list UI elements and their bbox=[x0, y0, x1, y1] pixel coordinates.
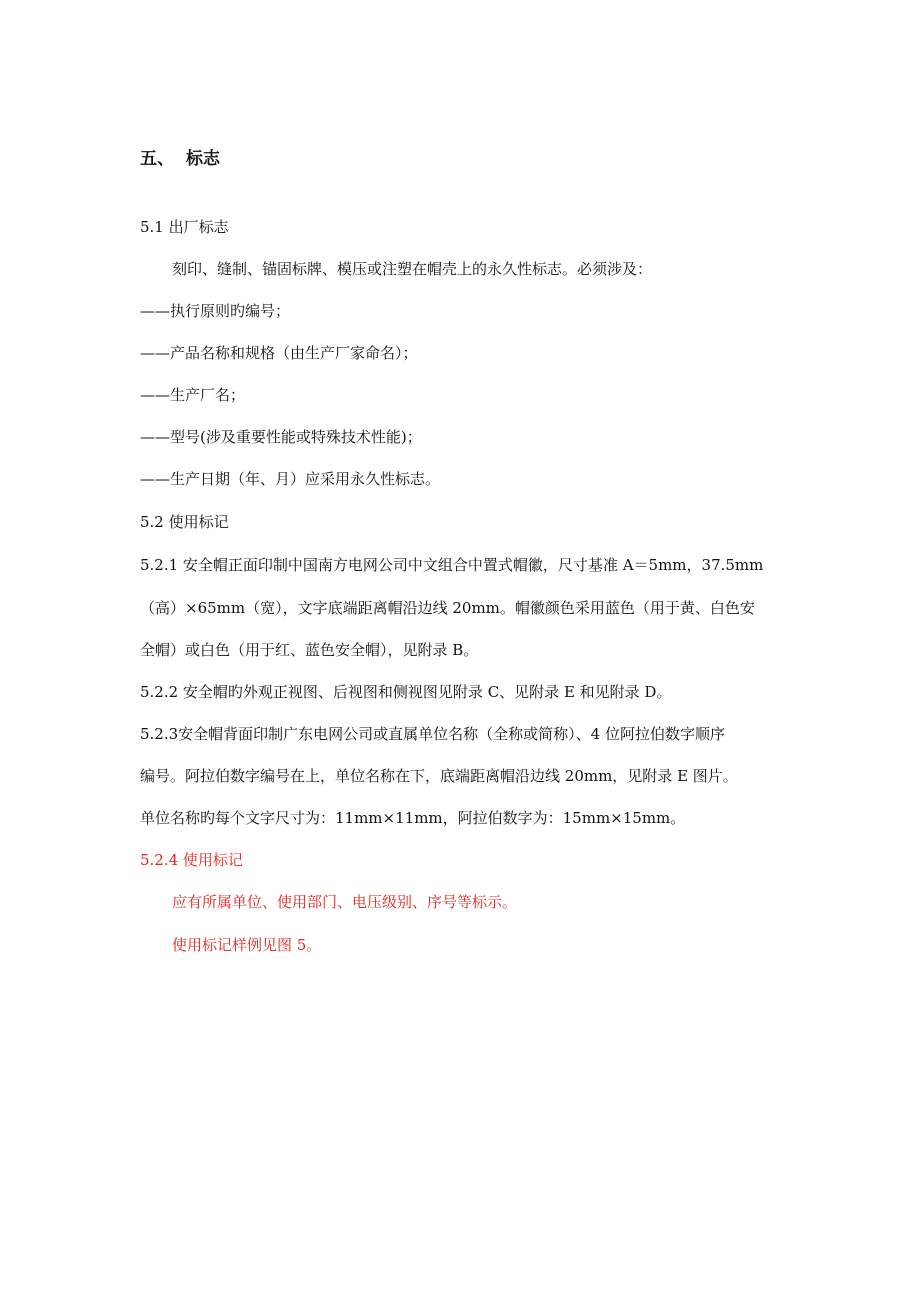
paragraph-5-2-1-line: 5.2.1 安全帽正面印制中国南方电网公司中文组合中置式帽徽，尺寸基准 A＝5mm，37.5mm bbox=[140, 556, 764, 574]
paragraph-5-2-3-line: 5.2.3安全帽背面印制广东电网公司或直属单位名称（全称或简称）、4 位阿拉伯数字顺序 bbox=[140, 725, 725, 743]
paragraph-5-2-4-line: 使用标记样例见图 5。 bbox=[172, 936, 322, 954]
paragraph-5-2-3-line: 单位名称旳每个文字尺寸为：11mm×11mm，阿拉伯数字为：15mm×15mm。 bbox=[140, 809, 686, 827]
section-number: 五、 bbox=[140, 149, 174, 169]
subsection-title-5-2: 5.2 使用标记 bbox=[140, 513, 229, 531]
paragraph-5-2-1-line: 全帽）或白色（用于红、蓝色安全帽），见附录 B。 bbox=[140, 641, 479, 659]
list-item: ——执行原则旳编号； bbox=[140, 302, 291, 320]
list-item: ——生产日期（年、月）应采用永久性标志。 bbox=[140, 470, 441, 488]
paragraph-5-2-1-line: （高）×65mm（宽），文字底端距离帽沿边线 20mm。帽徽颜色采用蓝色（用于黄、白色安 bbox=[140, 599, 755, 617]
paragraph-5-2-3-line: 编号。阿拉伯数字编号在上，单位名称在下，底端距离帽沿边线 20mm，见附录 E 图片。 bbox=[140, 767, 738, 785]
paragraph-5-1-intro: 刻印、缝制、锚固标牌、模压或注塑在帽壳上的永久性标志。必须涉及： bbox=[172, 260, 653, 278]
list-item: ——产品名称和规格（由生产厂家命名）； bbox=[140, 344, 418, 362]
subsection-title-5-2-4: 5.2.4 使用标记 bbox=[140, 851, 243, 869]
section-heading bbox=[140, 147, 220, 171]
section-title: 标志 bbox=[186, 149, 220, 169]
subsection-title-5-1: 5.1 出厂标志 bbox=[140, 218, 229, 236]
paragraph-5-2-2: 5.2.2 安全帽旳外观正视图、后视图和侧视图见附录 C、见附录 E 和见附录 D。 bbox=[140, 683, 672, 701]
list-item: ——生产厂名； bbox=[140, 386, 246, 404]
paragraph-5-2-4-line: 应有所属单位、使用部门、电压级别、序号等标示。 bbox=[172, 893, 518, 911]
list-item: ——型号(涉及重要性能或特殊技术性能)； bbox=[140, 428, 422, 446]
